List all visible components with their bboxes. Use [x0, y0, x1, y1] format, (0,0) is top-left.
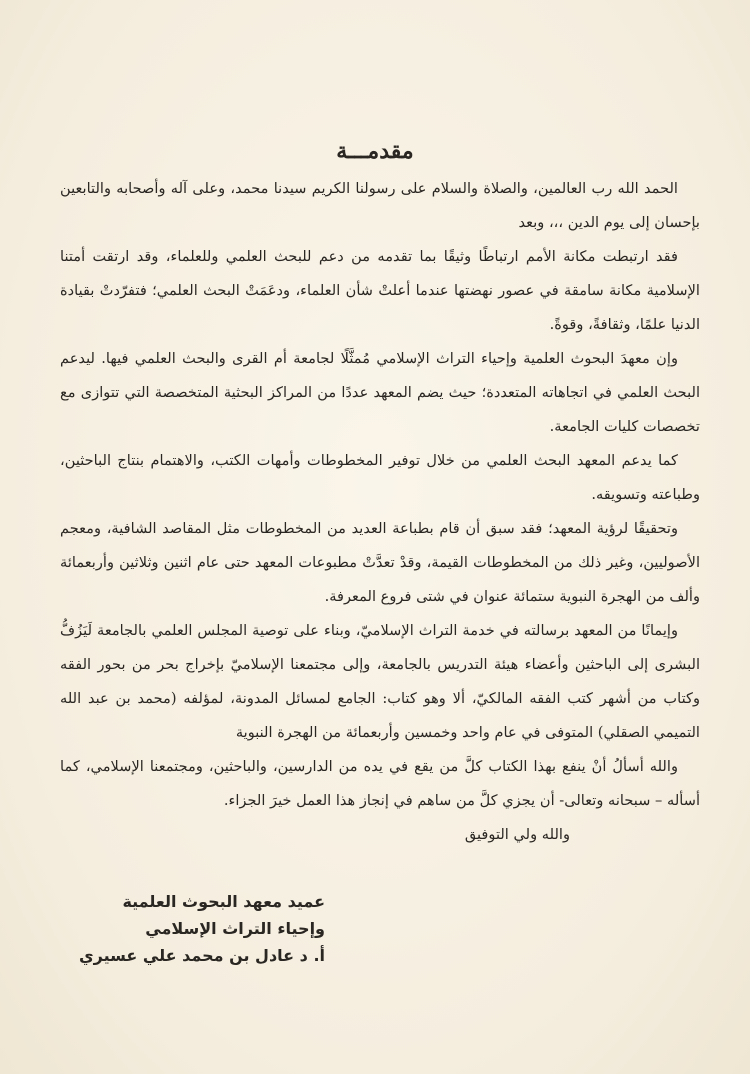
signature-name: أ. د عادل بن محمد علي عسيري — [78, 946, 325, 965]
paragraph-publications: وتحقيقًا لرؤية المعهد؛ فقد سبق أن قام بطباعة العديد من المخطوطات مثل المقاصد الشافية، ومعجم الأصوليين، وغير ذلك من المخطوطات القيمة، وقدْ تعدَّتْ مطبوعات المعهد حتى عام اثنين وثلاثين وأربعمائة وألف من الهجرة النبوية ستمائة عنوان في شتى فروع المعرفة. — [60, 520, 700, 605]
paragraph-nation-status: فقد ارتبطت مكانة الأمم ارتباطًا وثيقًا بما تقدمه من دعم للبحث العلمي وللعلماء، وقد ارتقت أمتنا الإسلامية مكانة سامقة في عصور نهضتها عندما أعلتْ شأن العلماء، ودعَمَتْ البحث العلمي؛ فتفرّدتْ بقيادة الدنيا علمًا، وثقافةً، وقوةً. — [60, 248, 700, 333]
closing-line: والله ولي التوفيق — [464, 826, 570, 843]
paragraph-support: كما يدعم المعهد البحث العلمي من خلال توفير المخطوطات وأمهات الكتب، والاهتمام بنتاج الباحثين، وطباعته وتسويقه. — [60, 452, 700, 503]
paragraph-opening: الحمد الله رب العالمين، والصلاة والسلام على رسولنا الكريم سيدنا محمد، وعلى آله وأصحابه والتابعين بإحسان إلى يوم الدين ،،، وبعد — [60, 180, 700, 231]
introduction-body — [60, 172, 700, 852]
signature-department: وإحياء التراث الإسلامي — [145, 919, 325, 938]
page-title: مقدمـــة — [336, 138, 414, 164]
signature-block — [0, 888, 750, 969]
signature-title: عميد معهد البحوث العلمية — [122, 892, 325, 911]
paragraph-book-announcement: وإيمانًا من المعهد برسالته في خدمة التراث الإسلاميّ، وبناء على توصية المجلس العلمي بالجامعة لَيَزُفُّ البشرى إلى الباحثين وأعضاء هيئة التدريس بالجامعة، وإلى مجتمعنا الإسلاميّ بإخراج بحر من بحور الفقه وكتاب من أشهر كتب الفقه المالكيّ، ألا وهو كتاب: الجامع لمسائل المدونة، لمؤلفه (محمد بن عبد الله التميمي الصقلي) المتوفى في عام واحد وخمسين وأربعمائة من الهجرة النبوية — [60, 622, 700, 741]
paragraph-institute-role: وإن معهدَ البحوث العلمية وإحياء التراث الإسلامي مُمثَّلًا لجامعة أم القرى والبحث العلمي فيها. ليدعم البحث العلمي في اتجاهاته المتعددة؛ حيث يضم المعهد عددًا من المراكز البحثية المتخصصة التي تتوازى مع تخصصات كليات الجامعة. — [60, 350, 700, 435]
paragraph-prayer: والله أسألُ أنْ ينفع بهذا الكتاب كلَّ من يقع في يده من الدارسين، والباحثين، ومجتمعنا الإسلامي، كما أسأله – سبحانه وتعالى- أن يجزي كلَّ من ساهم في إنجاز هذا العمل خيرَ الجزاء. — [60, 758, 700, 809]
